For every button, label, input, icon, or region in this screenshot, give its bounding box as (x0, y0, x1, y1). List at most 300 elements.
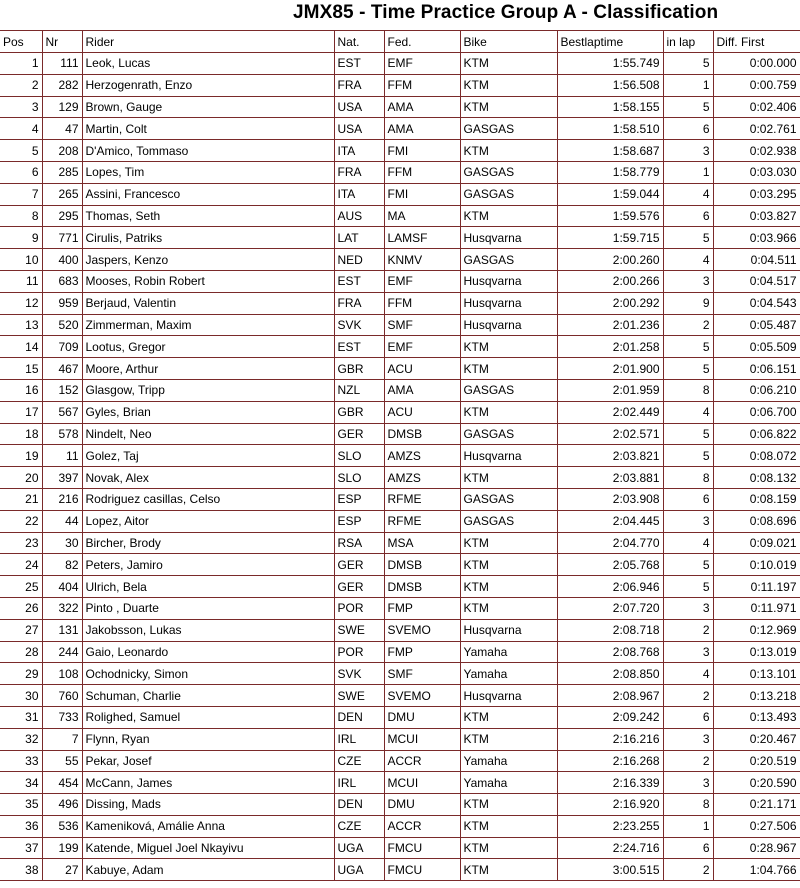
cell-pos: 22 (0, 510, 42, 532)
cell-in-lap: 3 (663, 270, 713, 292)
cell-rider: Martin, Colt (82, 118, 334, 140)
cell-rider: Zimmerman, Maxim (82, 314, 334, 336)
cell-in-lap: 5 (663, 336, 713, 358)
header-rider: Rider (82, 31, 334, 53)
cell-rider: Assini, Francesco (82, 183, 334, 205)
cell-bestlaptime: 1:59.044 (557, 183, 663, 205)
cell-nr: 199 (42, 837, 82, 859)
cell-bike: KTM (460, 467, 557, 489)
cell-in-lap: 6 (663, 837, 713, 859)
cell-diff-first: 0:03.966 (713, 227, 800, 249)
cell-bike: Yamaha (460, 641, 557, 663)
cell-in-lap: 4 (663, 401, 713, 423)
cell-in-lap: 2 (663, 750, 713, 772)
cell-in-lap: 6 (663, 118, 713, 140)
cell-fed: EMF (384, 53, 460, 75)
cell-rider: Pekar, Josef (82, 750, 334, 772)
cell-nr: 265 (42, 183, 82, 205)
cell-diff-first: 0:13.019 (713, 641, 800, 663)
cell-bike: KTM (460, 837, 557, 859)
cell-nr: 709 (42, 336, 82, 358)
cell-fed: LAMSF (384, 227, 460, 249)
cell-nat: ESP (334, 510, 384, 532)
cell-nr: 11 (42, 445, 82, 467)
cell-diff-first: 0:13.218 (713, 685, 800, 707)
header-row (0, 31, 800, 53)
table-body (0, 53, 800, 881)
cell-in-lap: 6 (663, 488, 713, 510)
cell-fed: AMZS (384, 467, 460, 489)
cell-pos: 18 (0, 423, 42, 445)
cell-rider: Pinto , Duarte (82, 597, 334, 619)
cell-diff-first: 0:27.506 (713, 815, 800, 837)
cell-nat: SLO (334, 467, 384, 489)
cell-in-lap: 2 (663, 314, 713, 336)
cell-fed: EMF (384, 270, 460, 292)
cell-bestlaptime: 2:08.718 (557, 619, 663, 641)
table-row (0, 183, 800, 205)
cell-rider: Rolighed, Samuel (82, 706, 334, 728)
cell-fed: SVEMO (384, 685, 460, 707)
cell-bestlaptime: 2:04.770 (557, 532, 663, 554)
cell-nr: 467 (42, 358, 82, 380)
table-row (0, 118, 800, 140)
cell-diff-first: 0:04.543 (713, 292, 800, 314)
cell-diff-first: 0:09.021 (713, 532, 800, 554)
cell-fed: DMSB (384, 554, 460, 576)
cell-pos: 25 (0, 576, 42, 598)
cell-in-lap: 5 (663, 96, 713, 118)
cell-nat: POR (334, 597, 384, 619)
cell-pos: 23 (0, 532, 42, 554)
cell-pos: 5 (0, 140, 42, 162)
cell-rider: Dissing, Mads (82, 794, 334, 816)
cell-rider: Moore, Arthur (82, 358, 334, 380)
cell-diff-first: 0:08.696 (713, 510, 800, 532)
cell-pos: 24 (0, 554, 42, 576)
table-row (0, 619, 800, 641)
cell-diff-first: 0:08.132 (713, 467, 800, 489)
cell-rider: Thomas, Seth (82, 205, 334, 227)
cell-bike: Husqvarna (460, 685, 557, 707)
cell-bestlaptime: 2:24.716 (557, 837, 663, 859)
cell-pos: 30 (0, 685, 42, 707)
cell-pos: 31 (0, 706, 42, 728)
cell-nat: CZE (334, 750, 384, 772)
cell-nat: POR (334, 641, 384, 663)
cell-diff-first: 0:03.295 (713, 183, 800, 205)
cell-rider: Lopez, Aitor (82, 510, 334, 532)
cell-nat: SVK (334, 314, 384, 336)
cell-in-lap: 6 (663, 205, 713, 227)
cell-rider: Kabuye, Adam (82, 859, 334, 881)
cell-pos: 33 (0, 750, 42, 772)
cell-rider: McCann, James (82, 772, 334, 794)
cell-fed: MA (384, 205, 460, 227)
cell-diff-first: 0:20.519 (713, 750, 800, 772)
cell-nr: 55 (42, 750, 82, 772)
cell-bestlaptime: 1:58.779 (557, 161, 663, 183)
cell-bestlaptime: 2:16.216 (557, 728, 663, 750)
cell-rider: Flynn, Ryan (82, 728, 334, 750)
cell-bike: KTM (460, 205, 557, 227)
cell-bestlaptime: 2:03.908 (557, 488, 663, 510)
cell-bestlaptime: 2:08.967 (557, 685, 663, 707)
table-row (0, 772, 800, 794)
cell-nr: 567 (42, 401, 82, 423)
table-row (0, 445, 800, 467)
cell-in-lap: 1 (663, 161, 713, 183)
cell-in-lap: 2 (663, 859, 713, 881)
cell-bike: KTM (460, 554, 557, 576)
header-in-lap: in lap (663, 31, 713, 53)
cell-diff-first: 0:08.159 (713, 488, 800, 510)
cell-bestlaptime: 2:02.571 (557, 423, 663, 445)
cell-pos: 13 (0, 314, 42, 336)
header-nat: Nat. (334, 31, 384, 53)
cell-bike: Yamaha (460, 772, 557, 794)
cell-bestlaptime: 2:08.768 (557, 641, 663, 663)
table-row (0, 576, 800, 598)
cell-in-lap: 5 (663, 358, 713, 380)
cell-nat: IRL (334, 728, 384, 750)
cell-in-lap: 4 (663, 663, 713, 685)
cell-pos: 38 (0, 859, 42, 881)
cell-bike: Husqvarna (460, 445, 557, 467)
cell-in-lap: 8 (663, 794, 713, 816)
cell-nat: FRA (334, 292, 384, 314)
cell-fed: DMSB (384, 423, 460, 445)
cell-rider: Brown, Gauge (82, 96, 334, 118)
cell-diff-first: 0:20.467 (713, 728, 800, 750)
cell-diff-first: 0:13.101 (713, 663, 800, 685)
cell-bike: GASGAS (460, 249, 557, 271)
cell-fed: SMF (384, 314, 460, 336)
cell-bestlaptime: 1:59.715 (557, 227, 663, 249)
cell-rider: Ulrich, Bela (82, 576, 334, 598)
cell-bestlaptime: 2:23.255 (557, 815, 663, 837)
cell-fed: KNMV (384, 249, 460, 271)
cell-pos: 6 (0, 161, 42, 183)
cell-fed: EMF (384, 336, 460, 358)
cell-nr: 295 (42, 205, 82, 227)
cell-fed: ACU (384, 358, 460, 380)
cell-in-lap: 5 (663, 554, 713, 576)
cell-bestlaptime: 2:04.445 (557, 510, 663, 532)
cell-bike: KTM (460, 794, 557, 816)
cell-nr: 27 (42, 859, 82, 881)
cell-nat: EST (334, 270, 384, 292)
cell-in-lap: 2 (663, 619, 713, 641)
cell-rider: Kameniková, Amálie Anna (82, 815, 334, 837)
cell-nr: 30 (42, 532, 82, 554)
cell-rider: Jakobsson, Lukas (82, 619, 334, 641)
cell-in-lap: 4 (663, 532, 713, 554)
header-pos: Pos (0, 31, 42, 53)
cell-bestlaptime: 2:01.959 (557, 379, 663, 401)
table-row (0, 750, 800, 772)
cell-bike: KTM (460, 140, 557, 162)
cell-fed: MSA (384, 532, 460, 554)
cell-nr: 520 (42, 314, 82, 336)
header-nr: Nr (42, 31, 82, 53)
cell-in-lap: 8 (663, 467, 713, 489)
cell-nr: 536 (42, 815, 82, 837)
cell-fed: FFM (384, 74, 460, 96)
cell-rider: Katende, Miguel Joel Nkayivu (82, 837, 334, 859)
cell-diff-first: 0:12.969 (713, 619, 800, 641)
cell-nat: FRA (334, 161, 384, 183)
cell-pos: 11 (0, 270, 42, 292)
cell-in-lap: 3 (663, 510, 713, 532)
cell-nat: ESP (334, 488, 384, 510)
cell-bestlaptime: 1:55.749 (557, 53, 663, 75)
table-row (0, 423, 800, 445)
cell-bike: KTM (460, 336, 557, 358)
cell-bike: Husqvarna (460, 292, 557, 314)
cell-nat: IRL (334, 772, 384, 794)
cell-nr: 208 (42, 140, 82, 162)
cell-diff-first: 0:06.822 (713, 423, 800, 445)
table-row (0, 74, 800, 96)
cell-fed: FMI (384, 140, 460, 162)
cell-rider: Leok, Lucas (82, 53, 334, 75)
cell-bike: GASGAS (460, 488, 557, 510)
cell-diff-first: 1:04.766 (713, 859, 800, 881)
cell-nat: DEN (334, 706, 384, 728)
table-row (0, 859, 800, 881)
cell-nr: 322 (42, 597, 82, 619)
cell-rider: Peters, Jamiro (82, 554, 334, 576)
cell-diff-first: 0:11.197 (713, 576, 800, 598)
cell-nr: 404 (42, 576, 82, 598)
cell-bike: GASGAS (460, 183, 557, 205)
cell-bike: GASGAS (460, 161, 557, 183)
cell-in-lap: 3 (663, 728, 713, 750)
cell-diff-first: 0:00.000 (713, 53, 800, 75)
cell-pos: 35 (0, 794, 42, 816)
cell-diff-first: 0:05.487 (713, 314, 800, 336)
cell-bestlaptime: 2:05.768 (557, 554, 663, 576)
cell-bestlaptime: 2:16.920 (557, 794, 663, 816)
cell-nr: 7 (42, 728, 82, 750)
cell-rider: Jaspers, Kenzo (82, 249, 334, 271)
cell-fed: AMA (384, 379, 460, 401)
cell-bestlaptime: 2:07.720 (557, 597, 663, 619)
table-row (0, 554, 800, 576)
cell-nr: 47 (42, 118, 82, 140)
cell-bestlaptime: 2:02.449 (557, 401, 663, 423)
cell-diff-first: 0:20.590 (713, 772, 800, 794)
cell-nat: GER (334, 576, 384, 598)
cell-nr: 108 (42, 663, 82, 685)
classification-table (0, 30, 800, 881)
cell-bike: KTM (460, 815, 557, 837)
table-row (0, 728, 800, 750)
cell-pos: 32 (0, 728, 42, 750)
table-row (0, 292, 800, 314)
cell-pos: 14 (0, 336, 42, 358)
table-row (0, 467, 800, 489)
cell-bestlaptime: 1:59.576 (557, 205, 663, 227)
cell-rider: Gyles, Brian (82, 401, 334, 423)
cell-bike: GASGAS (460, 510, 557, 532)
cell-nat: GER (334, 554, 384, 576)
cell-nr: 496 (42, 794, 82, 816)
cell-bestlaptime: 2:01.900 (557, 358, 663, 380)
table-row (0, 488, 800, 510)
table-row (0, 227, 800, 249)
table-row (0, 663, 800, 685)
cell-nat: SLO (334, 445, 384, 467)
cell-bike: Husqvarna (460, 619, 557, 641)
cell-nat: NED (334, 249, 384, 271)
cell-fed: ACCR (384, 815, 460, 837)
cell-fed: DMU (384, 706, 460, 728)
cell-bike: Husqvarna (460, 270, 557, 292)
cell-pos: 9 (0, 227, 42, 249)
cell-diff-first: 0:10.019 (713, 554, 800, 576)
cell-in-lap: 1 (663, 74, 713, 96)
cell-bestlaptime: 1:58.510 (557, 118, 663, 140)
cell-bike: Husqvarna (460, 314, 557, 336)
cell-pos: 34 (0, 772, 42, 794)
cell-fed: ACU (384, 401, 460, 423)
table-row (0, 532, 800, 554)
cell-bike: Yamaha (460, 750, 557, 772)
cell-bike: GASGAS (460, 118, 557, 140)
cell-bestlaptime: 2:03.881 (557, 467, 663, 489)
cell-in-lap: 3 (663, 772, 713, 794)
cell-bike: Yamaha (460, 663, 557, 685)
table-row (0, 379, 800, 401)
cell-pos: 27 (0, 619, 42, 641)
cell-pos: 20 (0, 467, 42, 489)
cell-nr: 244 (42, 641, 82, 663)
cell-nat: FRA (334, 74, 384, 96)
cell-pos: 15 (0, 358, 42, 380)
table-row (0, 53, 800, 75)
cell-pos: 21 (0, 488, 42, 510)
cell-nr: 282 (42, 74, 82, 96)
cell-nr: 959 (42, 292, 82, 314)
cell-rider: Golez, Taj (82, 445, 334, 467)
table-row (0, 249, 800, 271)
cell-nr: 397 (42, 467, 82, 489)
cell-in-lap: 5 (663, 445, 713, 467)
cell-bestlaptime: 2:03.821 (557, 445, 663, 467)
cell-pos: 29 (0, 663, 42, 685)
cell-diff-first: 0:13.493 (713, 706, 800, 728)
cell-pos: 36 (0, 815, 42, 837)
table-row (0, 794, 800, 816)
cell-rider: Lopes, Tim (82, 161, 334, 183)
cell-nat: SWE (334, 685, 384, 707)
cell-in-lap: 3 (663, 641, 713, 663)
cell-bestlaptime: 3:00.515 (557, 859, 663, 881)
cell-in-lap: 9 (663, 292, 713, 314)
cell-diff-first: 0:02.938 (713, 140, 800, 162)
table-row (0, 706, 800, 728)
cell-fed: FFM (384, 292, 460, 314)
cell-diff-first: 0:28.967 (713, 837, 800, 859)
cell-fed: AMA (384, 118, 460, 140)
cell-diff-first: 0:06.700 (713, 401, 800, 423)
table-header (0, 31, 800, 53)
cell-bike: KTM (460, 597, 557, 619)
cell-diff-first: 0:05.509 (713, 336, 800, 358)
cell-nr: 454 (42, 772, 82, 794)
cell-in-lap: 5 (663, 423, 713, 445)
cell-nat: GBR (334, 401, 384, 423)
cell-in-lap: 8 (663, 379, 713, 401)
cell-nat: UGA (334, 859, 384, 881)
cell-pos: 28 (0, 641, 42, 663)
page-title: JMX85 - Time Practice Group A - Classification (293, 2, 719, 23)
cell-nr: 152 (42, 379, 82, 401)
cell-diff-first: 0:04.511 (713, 249, 800, 271)
cell-rider: D'Amico, Tommaso (82, 140, 334, 162)
cell-bestlaptime: 2:16.268 (557, 750, 663, 772)
cell-nat: AUS (334, 205, 384, 227)
cell-pos: 10 (0, 249, 42, 271)
cell-rider: Glasgow, Tripp (82, 379, 334, 401)
cell-in-lap: 1 (663, 815, 713, 837)
cell-fed: FMCU (384, 859, 460, 881)
cell-in-lap: 4 (663, 249, 713, 271)
cell-nr: 683 (42, 270, 82, 292)
cell-rider: Bircher, Brody (82, 532, 334, 554)
cell-nr: 771 (42, 227, 82, 249)
cell-bestlaptime: 2:01.258 (557, 336, 663, 358)
cell-bike: KTM (460, 532, 557, 554)
cell-fed: SVEMO (384, 619, 460, 641)
cell-bike: Husqvarna (460, 227, 557, 249)
cell-rider: Mooses, Robin Robert (82, 270, 334, 292)
cell-in-lap: 5 (663, 576, 713, 598)
cell-rider: Cirulis, Patriks (82, 227, 334, 249)
cell-nat: EST (334, 53, 384, 75)
table-row (0, 161, 800, 183)
table-row (0, 140, 800, 162)
cell-rider: Gaio, Leonardo (82, 641, 334, 663)
cell-diff-first: 0:02.406 (713, 96, 800, 118)
cell-bestlaptime: 2:06.946 (557, 576, 663, 598)
cell-rider: Novak, Alex (82, 467, 334, 489)
cell-bestlaptime: 1:58.155 (557, 96, 663, 118)
cell-nat: NZL (334, 379, 384, 401)
table-row (0, 336, 800, 358)
cell-bestlaptime: 2:00.266 (557, 270, 663, 292)
cell-pos: 1 (0, 53, 42, 75)
cell-fed: DMSB (384, 576, 460, 598)
cell-nr: 131 (42, 619, 82, 641)
cell-bike: GASGAS (460, 379, 557, 401)
cell-bestlaptime: 1:58.687 (557, 140, 663, 162)
cell-diff-first: 0:11.971 (713, 597, 800, 619)
cell-pos: 19 (0, 445, 42, 467)
cell-bestlaptime: 2:09.242 (557, 706, 663, 728)
cell-in-lap: 4 (663, 183, 713, 205)
cell-bike: KTM (460, 576, 557, 598)
cell-rider: Lootus, Gregor (82, 336, 334, 358)
cell-nat: CZE (334, 815, 384, 837)
cell-nat: LAT (334, 227, 384, 249)
page-title-bar (0, 0, 800, 28)
cell-bestlaptime: 2:16.339 (557, 772, 663, 794)
header-bestlaptime: Bestlaptime (557, 31, 663, 53)
cell-bestlaptime: 2:00.292 (557, 292, 663, 314)
